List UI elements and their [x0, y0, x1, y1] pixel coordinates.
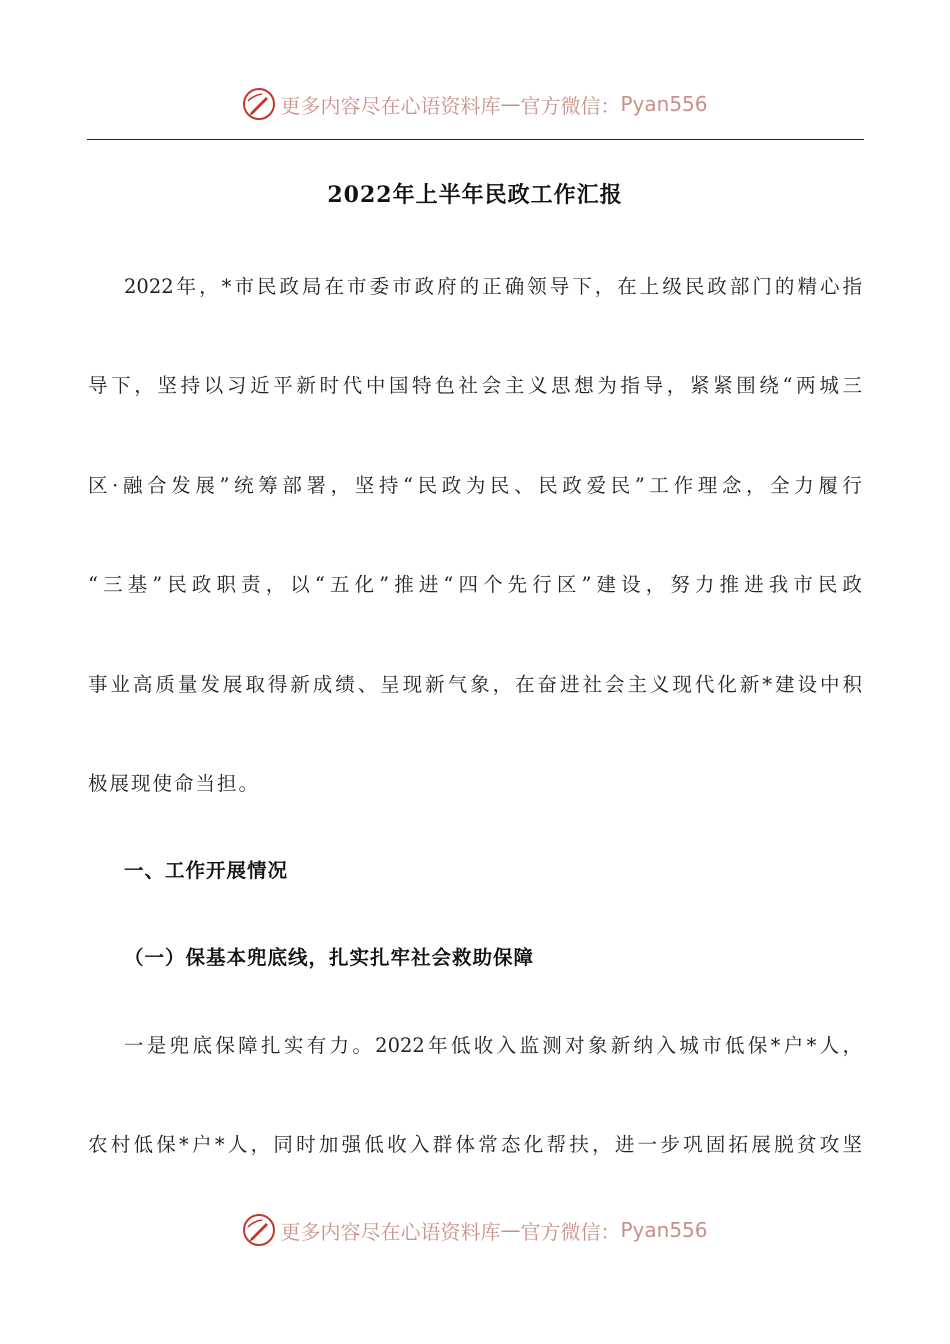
paragraph-line: “三基”民政职责，以“五化”推进“四个先行区”建设，努力推进我市民政 — [88, 573, 862, 596]
document-title: 2022年上半年民政工作汇报 — [327, 182, 623, 208]
watermark-dash: — — [500, 1218, 521, 1242]
watermark-site-text: 更多内容尽在心语资料库 — [280, 1219, 501, 1244]
paragraph-line: 导下，坚持以习近平新时代中国特色社会主义思想为指导，紧紧围绕“两城三 — [88, 374, 862, 397]
header-watermark — [0, 84, 950, 124]
paragraph-line: 一是兜底保障扎实有力。2022年低收入监测对象新纳入城市低保*户*人， — [124, 1034, 862, 1057]
footer-watermark — [0, 1210, 950, 1250]
watermark-wechat-id: Pyan556 — [620, 92, 708, 116]
paragraph-line: 事业高质量发展取得新成绩、呈现新气象，在奋进社会主义现代化新*建设中积 — [88, 673, 862, 696]
pen-logo-icon — [242, 1213, 276, 1247]
watermark-wechat-label: 官方微信： — [520, 1219, 621, 1244]
section-heading: 一、工作开展情况 — [124, 859, 289, 882]
paragraph-line: 2022年，*市民政局在市委市政府的正确领导下，在上级民政部门的精心指 — [124, 275, 862, 298]
pen-logo-icon — [242, 87, 276, 121]
header-divider — [87, 139, 864, 140]
paragraph-line: 区·融合发展”统筹部署，坚持“民政为民、民政爱民”工作理念，全力履行 — [88, 474, 862, 497]
watermark-dash: — — [500, 92, 521, 116]
subsection-heading: （一）保基本兜底线，扎实扎牢社会救助保障 — [124, 946, 535, 969]
paragraph-line: 极展现使命当担。 — [88, 772, 261, 795]
watermark-site-text: 更多内容尽在心语资料库 — [280, 93, 501, 118]
paragraph-line: 农村低保*户*人，同时加强低收入群体常态化帮扶，进一步巩固拓展脱贫攻坚 — [88, 1133, 862, 1156]
watermark-wechat-label: 官方微信： — [520, 93, 621, 118]
watermark-wechat-id: Pyan556 — [620, 1218, 708, 1242]
